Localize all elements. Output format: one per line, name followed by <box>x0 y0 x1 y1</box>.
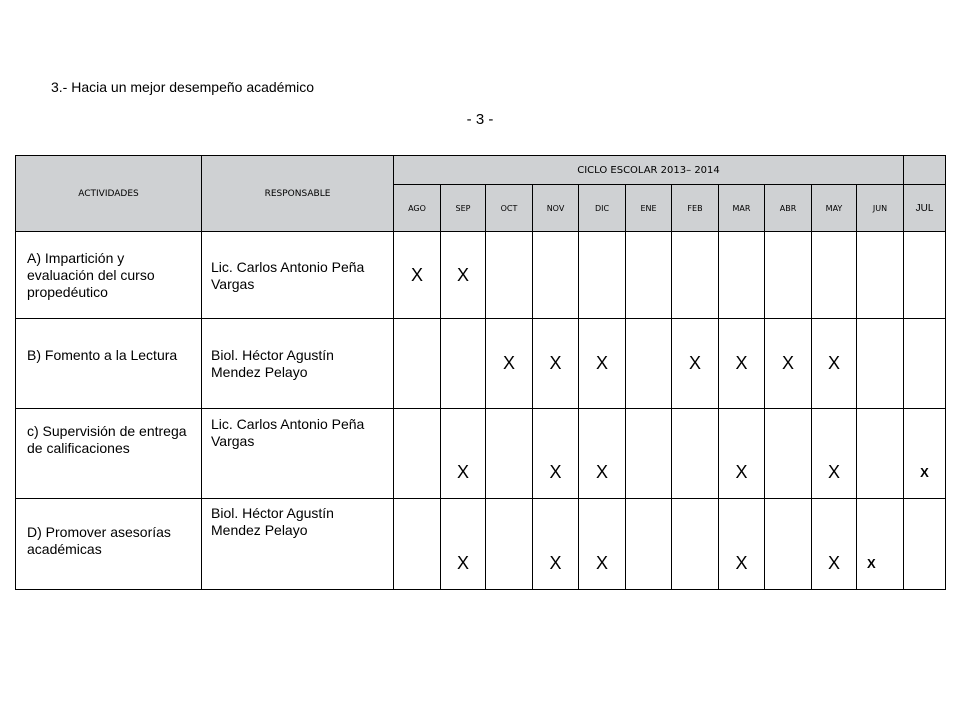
month-mark <box>672 409 719 499</box>
month-mark: X <box>441 409 486 499</box>
header-empty-cell <box>904 156 946 185</box>
table-row <box>16 319 946 409</box>
month-mark: X <box>394 232 441 319</box>
month-mark: X <box>579 409 626 499</box>
month-mark <box>486 499 533 590</box>
table-row <box>16 232 946 319</box>
month-mark <box>857 319 904 409</box>
month-mark <box>626 232 672 319</box>
month-mark <box>579 232 626 319</box>
responsible-cell: Lic. Carlos Antonio Peña Vargas <box>202 409 394 499</box>
month-mark <box>394 409 441 499</box>
month-header: MAR <box>719 185 765 232</box>
month-header: MAY <box>812 185 857 232</box>
month-mark <box>765 499 812 590</box>
month-mark <box>626 499 672 590</box>
month-mark: X <box>533 499 579 590</box>
month-mark: X <box>857 499 904 590</box>
month-mark: X <box>579 319 626 409</box>
month-mark <box>765 232 812 319</box>
responsible-cell: Biol. Héctor Agustín Mendez Pelayo <box>202 499 394 590</box>
schedule-table <box>15 155 946 590</box>
responsible-cell: Biol. Héctor Agustín Mendez Pelayo <box>202 319 394 409</box>
month-mark: X <box>533 319 579 409</box>
responsible-header: RESPONSABLE <box>202 156 394 232</box>
month-header: SEP <box>441 185 486 232</box>
month-header: DIC <box>579 185 626 232</box>
month-mark: X <box>672 319 719 409</box>
month-mark: X <box>719 409 765 499</box>
month-mark: X <box>486 319 533 409</box>
month-header: NOV <box>533 185 579 232</box>
month-mark: X <box>904 409 946 499</box>
month-mark <box>441 319 486 409</box>
month-mark <box>812 232 857 319</box>
activity-cell: D) Promover asesorías académicas <box>16 499 202 590</box>
month-mark <box>904 319 946 409</box>
month-mark: X <box>765 319 812 409</box>
month-mark: X <box>719 499 765 590</box>
month-mark: X <box>719 319 765 409</box>
month-header: ENE <box>626 185 672 232</box>
month-header: JUN <box>857 185 904 232</box>
month-mark <box>857 232 904 319</box>
page-number: - 3 - <box>466 111 494 128</box>
month-mark <box>394 319 441 409</box>
month-mark: X <box>812 499 857 590</box>
month-mark <box>904 499 946 590</box>
month-mark <box>672 499 719 590</box>
month-header: AGO <box>394 185 441 232</box>
month-mark: X <box>812 409 857 499</box>
month-mark <box>394 499 441 590</box>
month-mark <box>626 409 672 499</box>
activity-cell: B) Fomento a la Lectura <box>16 319 202 409</box>
month-mark: X <box>533 409 579 499</box>
month-mark: X <box>441 499 486 590</box>
school-cycle-header: CICLO ESCOLAR 2013– 2014 <box>394 156 904 185</box>
month-mark <box>533 232 579 319</box>
month-mark: X <box>812 319 857 409</box>
activities-header: ACTIVIDADES <box>16 156 202 232</box>
month-mark <box>719 232 765 319</box>
table-row <box>16 499 946 590</box>
month-header: OCT <box>486 185 533 232</box>
month-mark <box>765 409 812 499</box>
month-mark <box>486 232 533 319</box>
activity-cell: c) Supervisión de entrega de calificaciones <box>16 409 202 499</box>
month-mark <box>486 409 533 499</box>
section-heading: 3.- Hacia un mejor desempeño académico <box>51 79 315 95</box>
month-header: ABR <box>765 185 812 232</box>
responsible-cell: Lic. Carlos Antonio Peña Vargas <box>202 232 394 319</box>
month-header: FEB <box>672 185 719 232</box>
month-header: JUL <box>904 185 946 232</box>
activity-cell: A) Impartición y evaluación del curso propedéutico <box>16 232 202 319</box>
month-mark: X <box>441 232 486 319</box>
month-mark <box>857 409 904 499</box>
month-mark: X <box>579 499 626 590</box>
month-mark <box>672 232 719 319</box>
month-mark <box>626 319 672 409</box>
month-mark <box>904 232 946 319</box>
header-row-top <box>16 156 946 185</box>
table-row <box>16 409 946 499</box>
